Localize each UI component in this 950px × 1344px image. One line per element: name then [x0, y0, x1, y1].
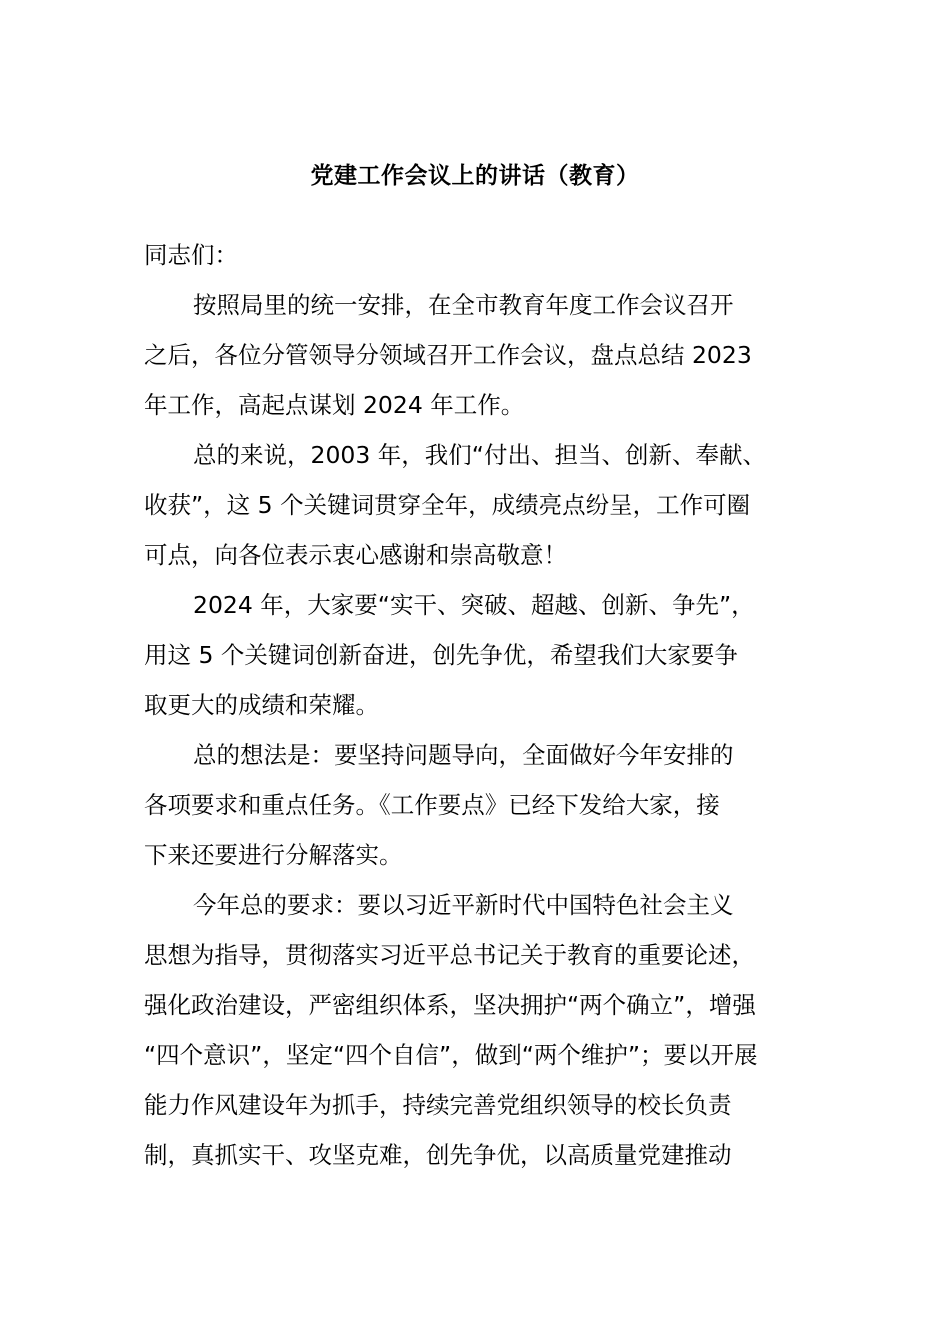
paragraph-line: 可点，向各位表示衷心感谢和崇高敬意！	[144, 541, 567, 569]
paragraph-line: 总的来说，2003 年，我们“付出、担当、创新、奉献、	[193, 441, 766, 469]
salutation: 同志们：	[144, 241, 238, 269]
paragraph-line: 2024 年，大家要“实干、突破、超越、创新、争先”，	[193, 591, 755, 619]
document-body	[144, 230, 804, 1180]
document-title: 党建工作会议上的讲话（教育）	[310, 163, 640, 189]
paragraph-line: 之后，各位分管领导分领域召开工作会议，盘点总结 2023	[144, 341, 752, 369]
paragraph-line: 制，真抓实干、攻坚克难，创先争优，以高质量党建推动	[144, 1141, 732, 1169]
paragraph-line: 收获”，这 5 个关键词贯穿全年，成绩亮点纷呈，工作可圈	[144, 491, 751, 519]
paragraph-line: 强化政治建设，严密组织体系，坚决拥护“两个确立”，增强	[144, 991, 756, 1019]
paragraph-line: 取更大的成绩和荣耀。	[144, 691, 379, 719]
paragraph-line: 下来还要进行分解落实。	[144, 841, 403, 869]
paragraph-line: 用这 5 个关键词创新奋进，创先争优，希望我们大家要争	[144, 641, 738, 669]
paragraph-line: 年工作，高起点谋划 2024 年工作。	[144, 391, 525, 419]
paragraph-3	[144, 580, 804, 730]
paragraph-5	[144, 880, 804, 1180]
paragraph-line: 今年总的要求：要以习近平新时代中国特色社会主义	[193, 891, 734, 919]
paragraph-line: 总的想法是：要坚持问题导向，全面做好今年安排的	[193, 741, 734, 769]
paragraph-line: 各项要求和重点任务。《工作要点》已经下发给大家，接	[144, 791, 720, 819]
paragraph-line: 能力作风建设年为抓手，持续完善党组织领导的校长负责	[144, 1091, 732, 1119]
paragraph-2	[144, 430, 804, 580]
paragraph-line: 按照局里的统一安排，在全市教育年度工作会议召开	[193, 291, 734, 319]
paragraph-line: “四个意识”，坚定“四个自信”，做到“两个维护”；要以开展	[144, 1041, 758, 1069]
paragraph-4	[144, 730, 804, 880]
paragraph-1	[144, 280, 804, 430]
paragraph-line: 思想为指导，贯彻落实习近平总书记关于教育的重要论述，	[144, 941, 755, 969]
